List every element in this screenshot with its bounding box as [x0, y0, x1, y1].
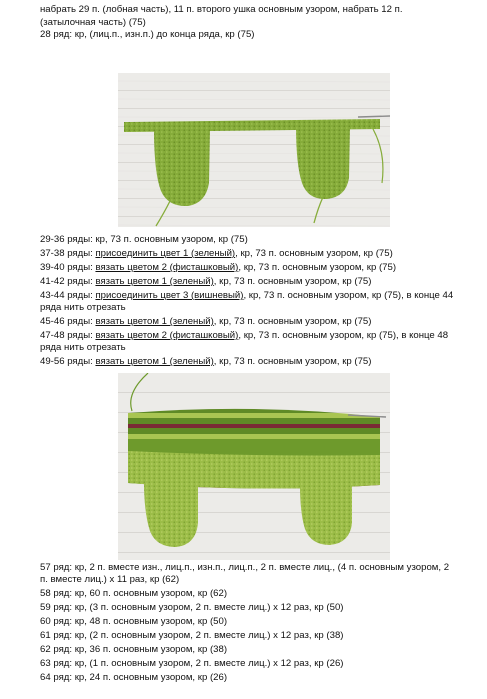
row-28-text: 28 ряд: кр, (лиц.п., изн.п.) до конца ряда, кр (75) [40, 29, 255, 40]
row-43-44-text: 43-44 ряды: присоединить цвет 3 (вишневый), кр, 73 п. основным узором, кр (75), в конце 44 [40, 290, 454, 301]
row-59-text: 59 ряд: кр, (3 п. основным узором, 2 п. вместе лиц.) х 12 раз, кр (50) [40, 602, 344, 613]
color-link[interactable]: вязать цветом 2 (фисташковый) [95, 262, 239, 273]
text-line: (затылочная часть) (75) [40, 16, 146, 28]
row-47-48-text: 47-48 ряды: вязать цветом 2 (фисташковый), кр, 73 п. основным узором, кр (75), в конце 48 [40, 330, 449, 341]
row-37-38-text: 37-38 ряды: присоединить цвет 1 (зеленый), кр, 73 п. основным узором, кр (75) [40, 248, 393, 259]
color-link[interactable]: вязать цветом 1 (зеленый) [95, 276, 214, 287]
row-57-text: 57 ряд: кр, 2 п. вместе изн., лиц.п., изн.п., лиц.п., 2 п. вместе лиц., (4 п. основным узором, 2 [40, 562, 450, 573]
color-link[interactable]: присоединить цвет 1 (зеленый) [95, 248, 236, 259]
row-57-continued: п. вместе лиц.) х 11 раз, кр (62) [40, 574, 180, 585]
knitting-photo-1-image [118, 73, 390, 227]
row-63-text: 63 ряд: кр, (1 п. основным узором, 2 п. вместе лиц.) х 12 раз, кр (26) [40, 658, 344, 669]
row-39-40-text: 39-40 ряды: вязать цветом 2 (фисташковый), кр, 73 п. основным узором, кр (75) [40, 262, 397, 273]
color-link[interactable]: вязать цветом 2 (фисташковый) [95, 330, 239, 341]
color-link[interactable]: вязать цветом 1 (зеленый) [95, 316, 214, 327]
row-62-text: 62 ряд: кр, 36 п. основным узором, кр (38) [40, 644, 228, 655]
row-61-text: 61 ряд: кр, (2 п. основным узором, 2 п. вместе лиц.) х 12 раз, кр (38) [40, 630, 344, 641]
row-49-56-text: 49-56 ряды: вязать цветом 1 (зеленый), кр, 73 п. основным узором, кр (75) [40, 356, 372, 367]
row-47-48-continued: ряда нить отрезать [40, 342, 126, 353]
row-64-text: 64 ряд: кр, 24 п. основным узором, кр (26) [40, 672, 228, 683]
color-link[interactable]: вязать цветом 1 (зеленый) [95, 356, 214, 367]
row-41-42-text: 41-42 ряды: вязать цветом 1 (зеленый), кр, 73 п. основным узором, кр (75) [40, 276, 372, 287]
row-29-36-text: 29-36 ряды: кр, 73 п. основным узором, кр (75) [40, 234, 248, 245]
color-link[interactable]: присоединить цвет 3 (вишневый) [95, 290, 244, 301]
knitting-photo-ear-flaps [118, 73, 390, 227]
row-58-text: 58 ряд: кр, 60 п. основным узором, кр (62) [40, 588, 228, 599]
row-60-text: 60 ряд: кр, 48 п. основным узором, кр (50) [40, 616, 228, 627]
row-43-44-continued: ряда нить отрезать [40, 302, 126, 313]
knitting-photo-stripes [118, 373, 390, 560]
knitting-photo-2-image [118, 373, 390, 560]
row-45-46-text: 45-46 ряды: вязать цветом 1 (зеленый), кр, 73 п. основным узором, кр (75) [40, 316, 372, 327]
text-line: набрать 29 п. (лобная часть), 11 п. второго ушка основным узором, набрать 12 п. [40, 4, 403, 15]
